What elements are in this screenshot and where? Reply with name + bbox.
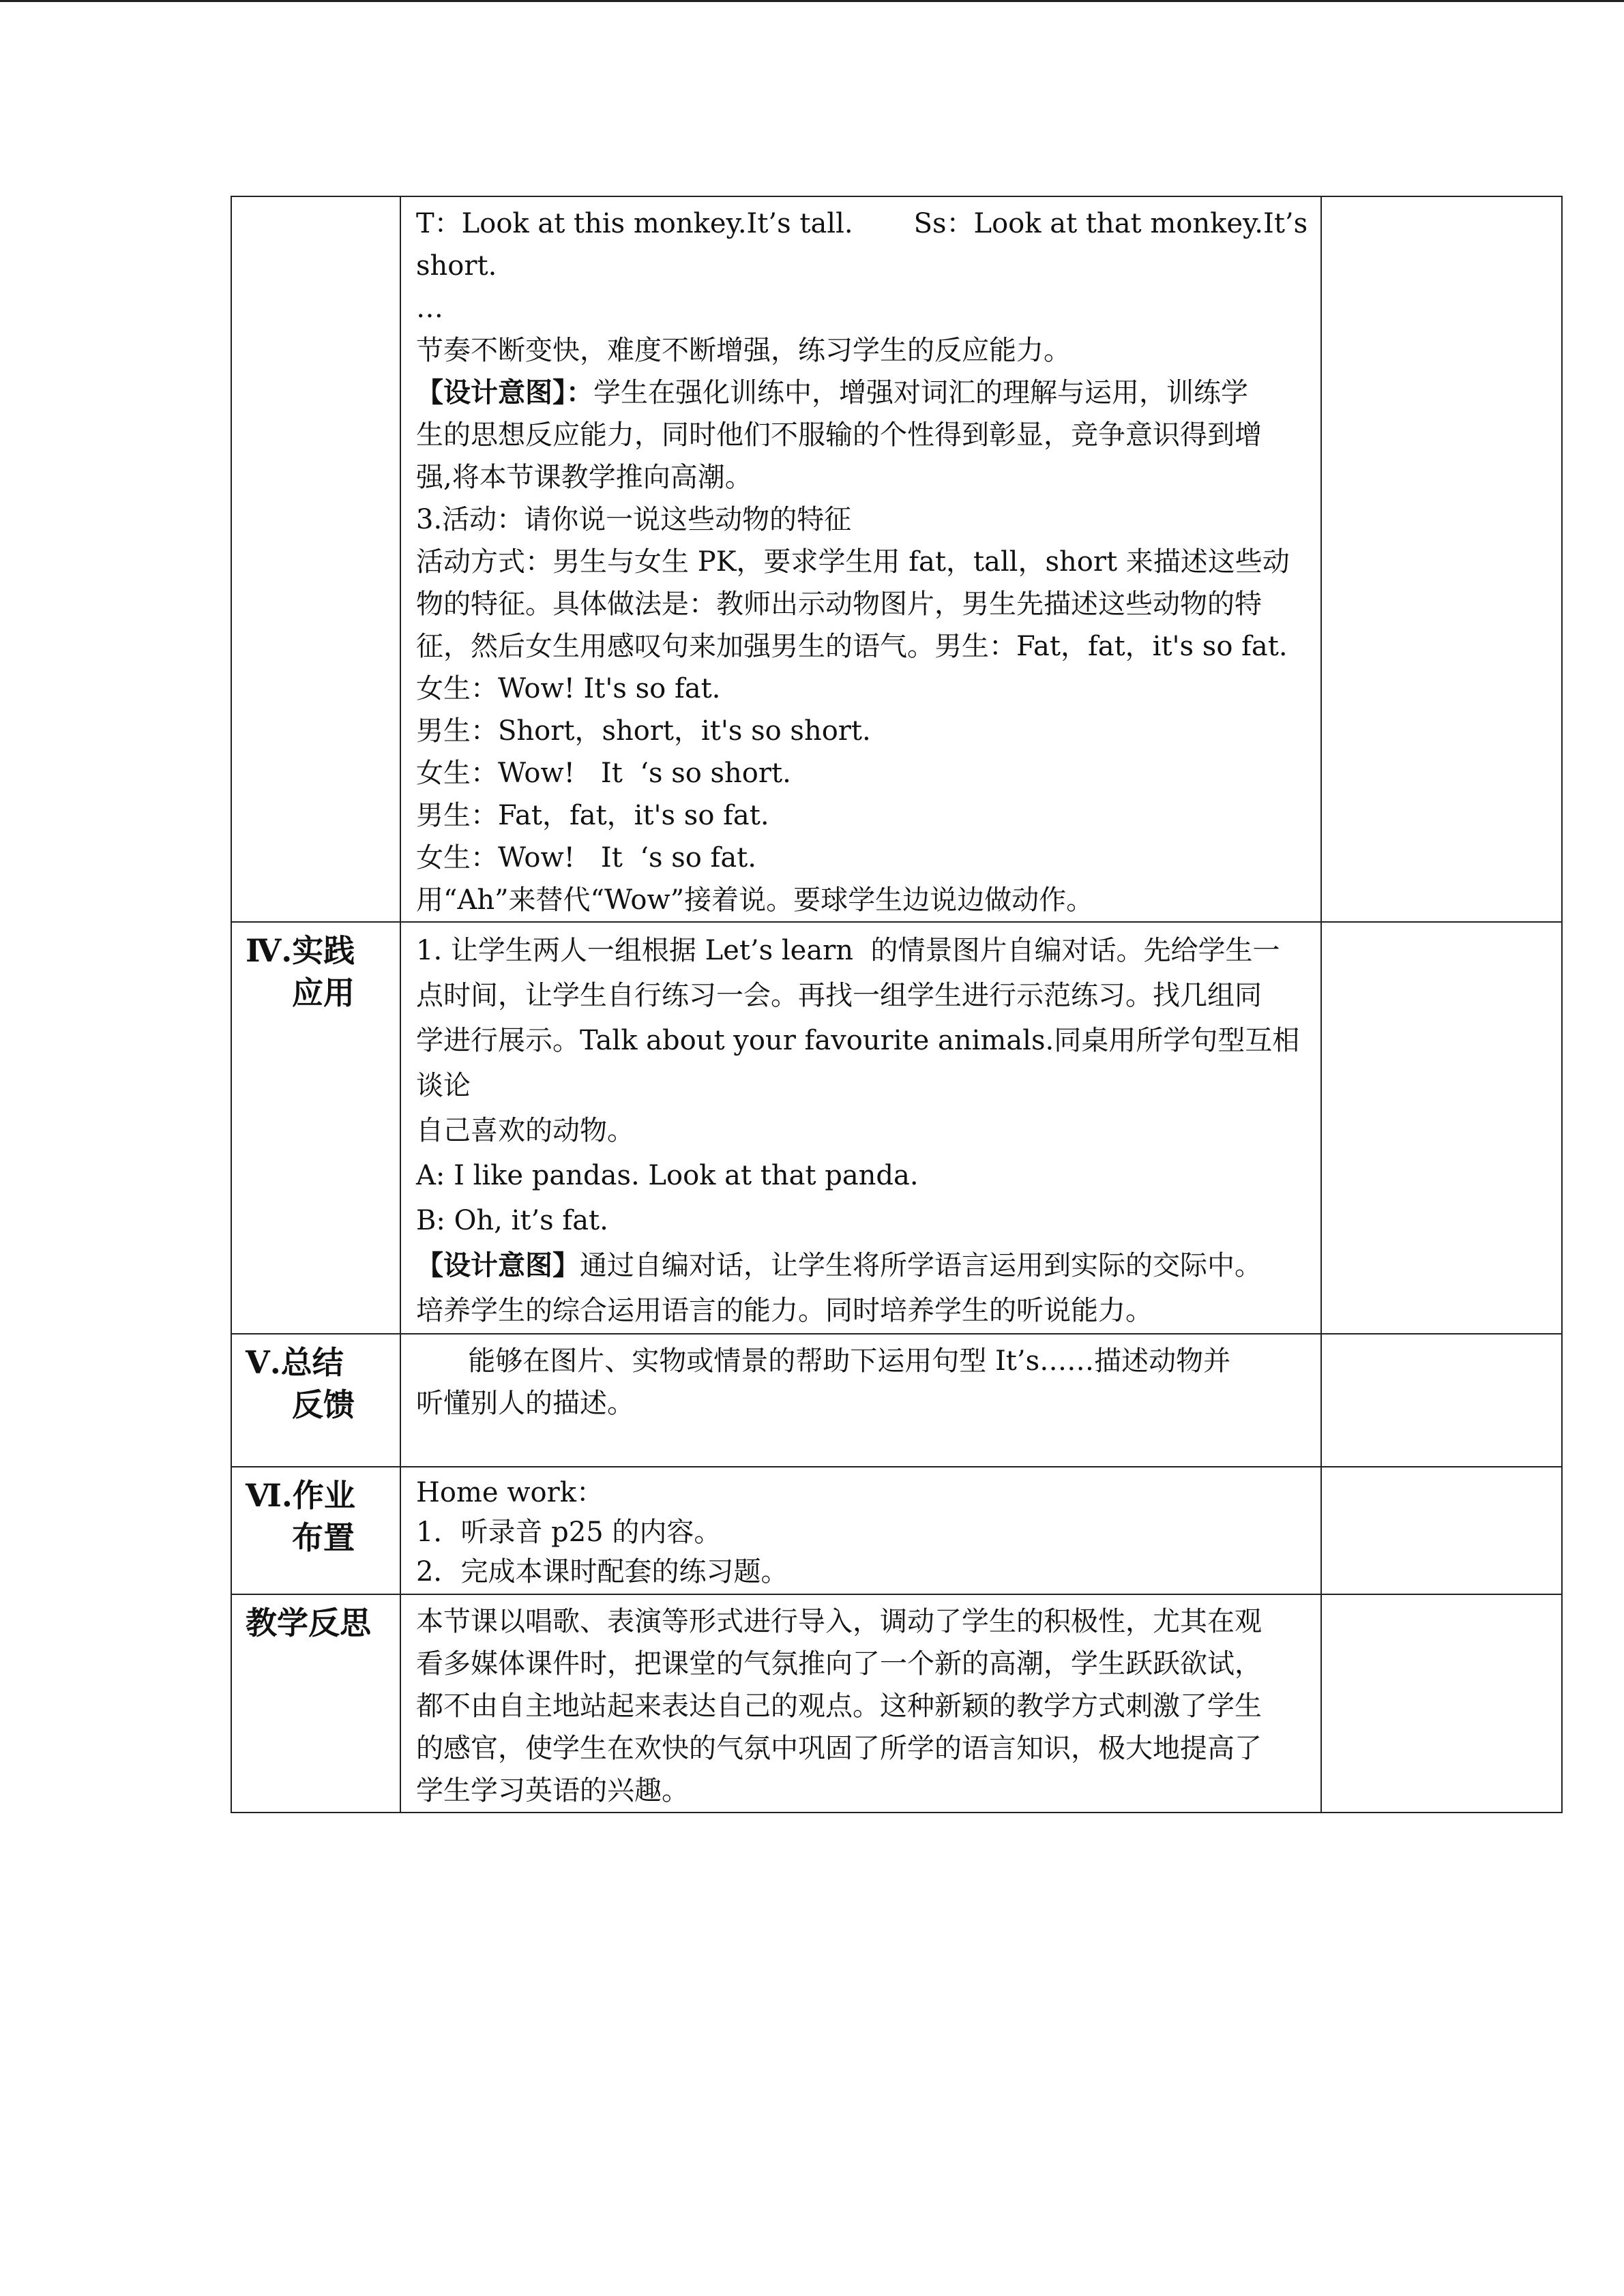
step-content xyxy=(401,1335,1320,1425)
content-line: 学进行展示。Talk about your favourite animals.同桌用所学句型互相谈论 xyxy=(416,1025,1300,1101)
notes-cell xyxy=(1321,922,1562,1334)
design-intent-label: 【设计意图】： xyxy=(416,376,593,408)
content-line: 男生：Short，short，it's so short. xyxy=(416,715,871,747)
content-line: … xyxy=(416,293,443,324)
table-row xyxy=(231,1467,1562,1594)
table-row xyxy=(231,1334,1562,1467)
step-content xyxy=(401,1595,1320,1812)
content-line xyxy=(416,372,1310,414)
content-line: 物的特征。具体做法是：教师出示动物图片，男生先描述这些动物的特 xyxy=(416,588,1262,620)
step-label-line1: Ⅳ.实践 xyxy=(246,932,355,969)
content-line: 活动方式：男生与女生 PK，要求学生用 fat，tall，short 来描述这些动 xyxy=(416,546,1290,578)
content-line: 学生学习英语的兴趣。 xyxy=(416,1775,689,1806)
step-content-cell xyxy=(400,196,1321,922)
content-text: 学生在强化训练中，增强对词汇的理解与运用，训练学 xyxy=(593,377,1248,408)
step-content-cell xyxy=(400,1594,1321,1813)
notes-cell xyxy=(1321,1334,1562,1467)
table-row xyxy=(231,1594,1562,1813)
content-line: 强,将本节课教学推向高潮。 xyxy=(416,462,752,493)
content-line: 征，然后女生用感叹句来加强男生的语气。男生：Fat，fat，it's so fat. xyxy=(416,631,1288,662)
lesson-plan-table xyxy=(231,196,1563,1813)
step-content-cell xyxy=(400,1334,1321,1467)
content-line: 都不由自主地站起来表达自己的观点。这种新颖的教学方式刺激了学生 xyxy=(416,1690,1262,1722)
content-line: T：Look at this monkey.It’s tall. Ss：Look at that monkey.It’s short. xyxy=(416,208,1316,282)
step-label xyxy=(232,1335,400,1426)
content-line: 女生：Wow! It ‘s so fat. xyxy=(416,842,756,874)
table-row xyxy=(231,196,1562,922)
step-label-line1: 教学反思 xyxy=(246,1605,371,1641)
content-line: 点时间，让学生自行练习一会。再找一组学生进行示范练习。找几组同 xyxy=(416,980,1262,1011)
content-line: 能够在图片、实物或情景的帮助下运用句型 It’s……描述动物并 xyxy=(416,1345,1231,1377)
content-line: Home work： xyxy=(416,1477,604,1508)
content-line: 1. 让学生两人一组根据 Let’s learn 的情景图片自编对话。先给学生一 xyxy=(416,935,1280,966)
step-content xyxy=(401,1467,1320,1592)
content-line: 的感官，使学生在欢快的气氛中巩固了所学的语言知识，极大地提高了 xyxy=(416,1733,1262,1764)
step-content xyxy=(401,197,1320,921)
content-line: 听懂别人的描述。 xyxy=(416,1388,634,1419)
step-label xyxy=(232,923,400,1014)
content-line: 1．听录音 p25 的内容。 xyxy=(416,1517,722,1548)
step-label-line2: 反馈 xyxy=(292,1386,355,1423)
content-line: 2．完成本课时配套的练习题。 xyxy=(416,1556,788,1587)
step-label-line1: Ⅴ.总结 xyxy=(246,1344,344,1381)
content-line: 自己喜欢的动物。 xyxy=(416,1115,634,1146)
step-label-cell xyxy=(231,922,400,1334)
step-label-line1: Ⅵ.作业 xyxy=(246,1477,355,1514)
step-label-line2: 应用 xyxy=(292,974,355,1011)
content-line: 女生：Wow! It's so fat. xyxy=(416,673,721,704)
content-line: 用“Ah”来替代“Wow”接着说。要球学生边说边做动作。 xyxy=(416,884,1094,916)
step-content-cell xyxy=(400,1467,1321,1594)
content-line: 女生：Wow! It ‘s so short. xyxy=(416,758,791,789)
step-label xyxy=(232,1595,400,1644)
step-label-cell xyxy=(231,196,400,922)
content-line xyxy=(416,1243,1310,1288)
content-line: 本节课以唱歌、表演等形式进行导入，调动了学生的积极性，尤其在观 xyxy=(416,1606,1262,1637)
content-line: 培养学生的综合运用语言的能力。同时培养学生的听说能力。 xyxy=(416,1295,1153,1326)
step-label-line2: 布置 xyxy=(292,1519,355,1556)
content-line: 节奏不断变快，难度不断增强，练习学生的反应能力。 xyxy=(416,335,1071,366)
content-line: 看多媒体课件时，把课堂的气氛推向了一个新的高潮，学生跃跃欲试， xyxy=(416,1648,1262,1680)
page-top-border xyxy=(0,0,1624,2)
content-line: 男生：Fat，fat，it's so fat. xyxy=(416,800,769,831)
step-label xyxy=(232,1467,400,1559)
content-line: 3.活动：请你说一说这些动物的特征 xyxy=(416,504,852,535)
step-label-cell xyxy=(231,1467,400,1594)
content-line: B: Oh, it’s fat. xyxy=(416,1205,608,1236)
design-intent-label: 【设计意图】 xyxy=(416,1249,580,1281)
step-content-cell xyxy=(400,922,1321,1334)
step-label-cell xyxy=(231,1594,400,1813)
notes-cell xyxy=(1321,196,1562,922)
step-label-cell xyxy=(231,1334,400,1467)
notes-cell xyxy=(1321,1594,1562,1813)
content-line: A: I like pandas. Look at that panda. xyxy=(416,1160,919,1191)
table-row xyxy=(231,922,1562,1334)
notes-cell xyxy=(1321,1467,1562,1594)
content-line: 生的思想反应能力，同时他们不服输的个性得到彰显，竞争意识得到增 xyxy=(416,419,1262,451)
step-content xyxy=(401,923,1320,1333)
content-text: 通过自编对话，让学生将所学语言运用到实际的交际中。 xyxy=(580,1250,1262,1281)
